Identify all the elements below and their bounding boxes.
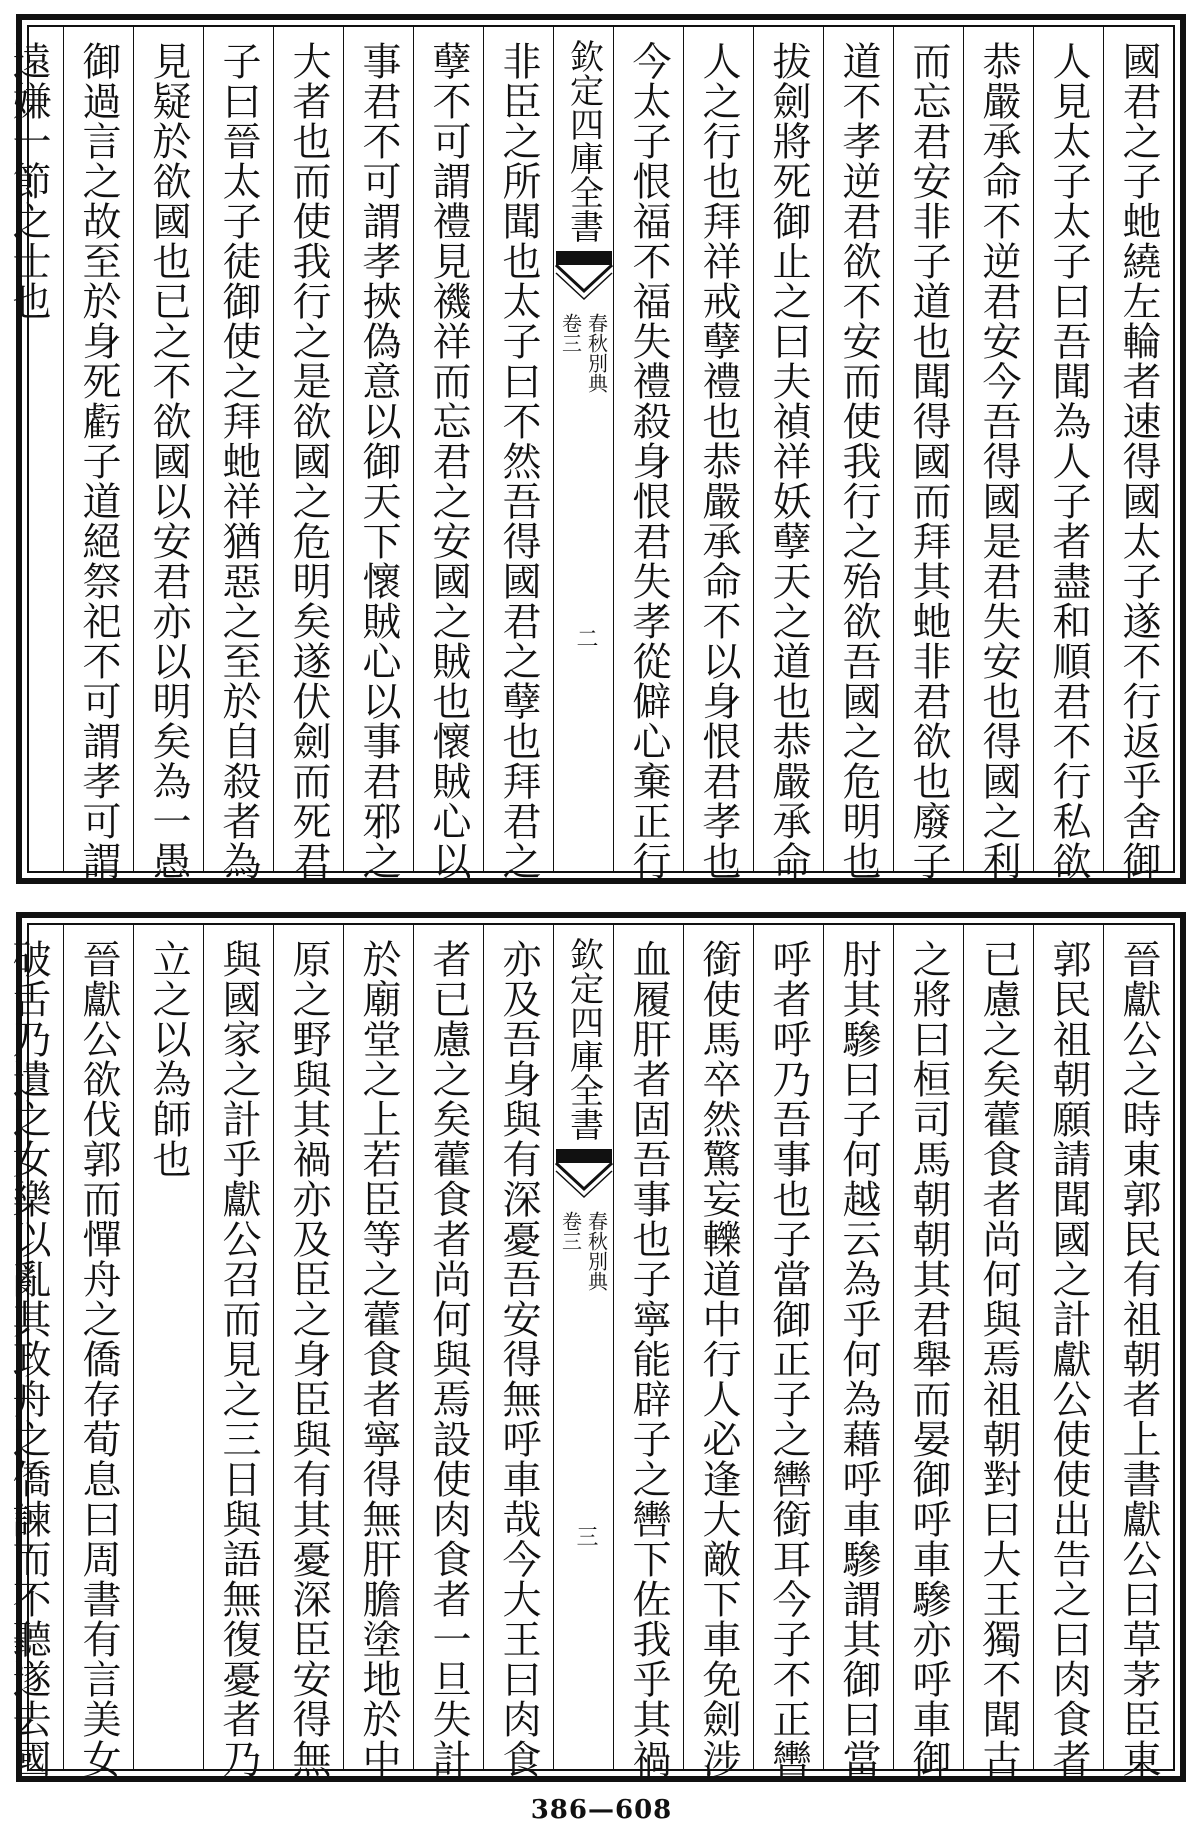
banxin-leaf-number: 三 — [573, 1525, 598, 1547]
text-column: 銜使馬卒然驚妄轢道中行人必逢大敵下車免劍涉 — [683, 925, 753, 1769]
fishtail-mark-icon — [556, 251, 612, 303]
page-number: 386—608 — [530, 1795, 673, 1825]
text-column: 而忘君安非子道也聞得國而拜其虵非君欲也廢子 — [893, 27, 963, 871]
text-column: 於廟堂之上若臣等之藿食者寧得無肝膽塗地於中 — [343, 925, 413, 1769]
text-column: 郭民祖朝願請聞國之計獻公使使出告之曰肉食者 — [1033, 925, 1103, 1769]
banxin-volume: 卷三 — [558, 1211, 583, 1251]
text-column: 肘其驂曰子何越云為乎何為藉呼車驂謂其御曰當 — [823, 925, 893, 1769]
text-column: 之將曰桓司馬朝朝其君舉而晏御呼車驂亦呼車御 — [893, 925, 963, 1769]
text-column: 者已慮之矣藿食者尚何與焉設使肉食者一旦失計 — [413, 925, 483, 1769]
text-column: 已慮之矣藿食者尚何與焉祖朝對曰大王獨不聞古 — [963, 925, 1033, 1769]
banxin-leaf-number: 二 — [573, 627, 598, 649]
text-column: 道不孝逆君欲不安而使我行之殆欲吾國之危明也 — [823, 27, 893, 871]
fishtail-mark-icon — [556, 1149, 612, 1201]
text-column: 御過言之故至於身死虧子道絕祭祀不可謂孝可謂 — [63, 27, 133, 871]
text-column: 恭嚴承命不逆君安今吾得國是君失安也得國之利 — [963, 27, 1033, 871]
text-column: 原之野與其禍亦及臣之身臣與有其憂深臣安得無 — [273, 925, 343, 1769]
banxin-title: 欽定四庫全書 — [563, 937, 604, 1141]
text-column: 立之以為師也 — [133, 925, 203, 1769]
text-column: 見疑於欲國也已之不欲國以安君亦以明矣為一愚 — [133, 27, 203, 871]
text-column: 今太子恨福不福失禮殺身恨君失孝從僻心棄正行 — [613, 27, 683, 871]
banxin-book-title: 春秋別典 — [584, 1211, 609, 1291]
top-page-panel — [6, 14, 1186, 884]
banxin-subtitle — [559, 313, 609, 393]
bottom-page-panel — [6, 912, 1186, 1782]
text-column: 破舌乃遺之女樂以亂其政舟之僑諫而不聽遂去國 — [6, 939, 51, 1779]
text-column: 事君不可謂孝挾偽意以御天下懷賊心以事君邪之 — [343, 27, 413, 871]
bottom-text-frame — [6, 923, 1175, 1779]
text-column: 晉獻公欲伐郭而憚舟之僑存荀息曰周書有言美女 — [63, 925, 133, 1769]
text-column: 血履肝者固吾事也子寧能辟子之轡下佐我乎其禍 — [613, 925, 683, 1769]
text-column: 亦及吾身與有深憂吾安得無呼車哉今大王曰肉食 — [483, 925, 553, 1769]
banxin-subtitle — [559, 1211, 609, 1291]
text-column: 拔劍將死御止之曰夫禎祥妖孽天之道也恭嚴承命 — [753, 27, 823, 871]
text-column: 子曰晉太子徒御使之拜虵祥猶惡之至於自殺者為 — [203, 27, 273, 871]
text-column: 晉獻公之時東郭民有祖朝者上書獻公曰草茅臣東 — [1103, 925, 1173, 1769]
text-column: 大者也而使我行之是欲國之危明矣遂伏劍而死君 — [273, 27, 343, 871]
text-column: 與國家之計乎獻公召而見之三日與語無復憂者乃 — [203, 925, 273, 1769]
text-column: 非臣之所聞也太子曰不然吾得國君之孽也拜君之 — [483, 27, 553, 871]
center-fold-banxin — [553, 27, 613, 871]
banxin-book-title: 春秋別典 — [584, 313, 609, 393]
text-column: 孽不可謂禮見禨祥而忘君之安國之賊也懷賊心以 — [413, 27, 483, 871]
text-column: 國君之子虵繞左輪者速得國太子遂不行返乎舍御 — [1103, 27, 1173, 871]
text-column: 人見太子太子曰吾聞為人子者盡和順君不行私欲 — [1033, 27, 1103, 871]
center-fold-banxin — [553, 925, 613, 1769]
text-column: 人之行也拜祥戒孽禮也恭嚴承命不以身恨君孝也 — [683, 27, 753, 871]
text-column: 遠嫌一節之士也 — [6, 41, 51, 321]
text-column: 呼者呼乃吾事也子當御正子之轡銜耳今子不正轡 — [753, 925, 823, 1769]
banxin-title: 欽定四庫全書 — [563, 39, 604, 243]
top-text-frame — [6, 25, 1175, 881]
banxin-volume: 卷三 — [558, 313, 583, 353]
